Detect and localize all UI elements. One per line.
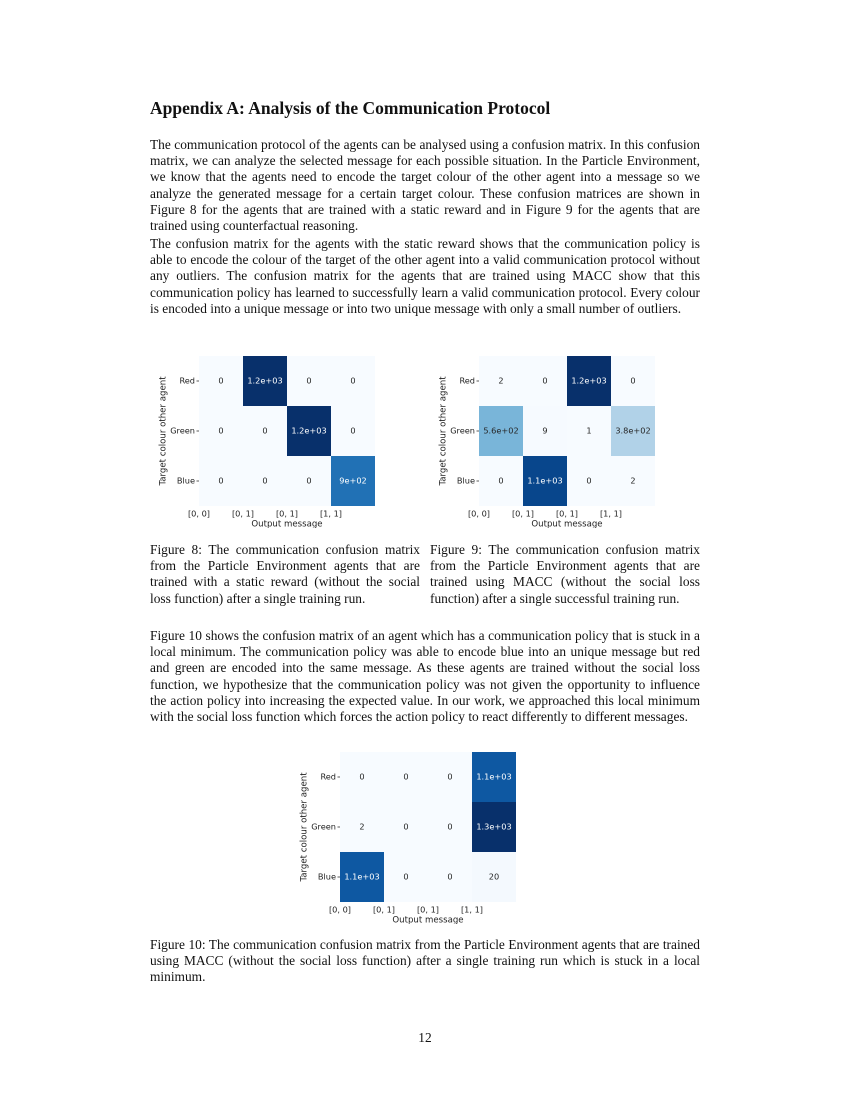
row-tick-label: Green	[450, 425, 475, 436]
page-number: 12	[418, 1030, 432, 1045]
cell-label: 2	[498, 375, 504, 386]
figure-10-caption: Figure 10: The communication confusion matrix from the Particle Environment agents that are trained using MACC (without the social loss function) after a single training run which is stuck in a local minimum.	[150, 937, 700, 985]
row-tick-label: Blue	[176, 475, 195, 486]
row-tick-label: Green	[311, 821, 336, 832]
x-axis-label: Output message	[392, 915, 464, 924]
column-tick-label: [0, 1]	[416, 904, 440, 915]
cell-label: 0	[447, 821, 453, 832]
column-tick-label: [1, 1]	[460, 904, 484, 915]
cell-label: 0	[359, 771, 365, 782]
cell-label: 2	[359, 821, 365, 832]
figure-9-caption: Figure 9: The communication confusion matrix from the Particle Environment agents that are trained using MACC (without the social loss function) after a single successful training run.	[430, 542, 700, 606]
cell-label: 2	[630, 475, 636, 486]
cell-label: 0	[350, 425, 356, 436]
cell-label: 1.1e+03	[527, 475, 563, 486]
row-tick-label: Blue	[317, 871, 336, 882]
row-tick-label: Red	[459, 375, 475, 386]
column-tick-label: [0, 1]	[275, 508, 299, 519]
cell-label: 1.2e+03	[291, 425, 327, 436]
cell-label: 0	[218, 475, 224, 486]
column-tick-label: [0, 0]	[187, 508, 211, 519]
cell-label: 0	[262, 425, 268, 436]
cell-label: 1.2e+03	[571, 375, 607, 386]
section-heading: Appendix A: Analysis of the Communication Protocol	[150, 98, 551, 118]
cell-label: 0	[403, 771, 409, 782]
cell-label: 1	[586, 425, 592, 436]
paragraph-2: The confusion matrix for the agents with the static reward shows that the communication policy is able to encode the colour of the target of the other agent into a valid communication protocol without any outliers. The confusion matrix for the agents that are trained using MACC show that this communication policy has learned to successfully learn a valid communication protocol. Every colour is encoded into a unique message or into two unique message with only a small number of outliers.	[150, 236, 700, 316]
cell-label: 0	[498, 475, 504, 486]
cell-label: 1.3e+03	[476, 821, 512, 832]
column-tick-label: [0, 1]	[231, 508, 255, 519]
column-tick-label: [1, 1]	[599, 508, 623, 519]
cell-label: 1.2e+03	[247, 375, 283, 386]
x-axis-label: Output message	[531, 519, 603, 528]
y-axis-label: Target colour other agent	[158, 376, 169, 486]
cell-label: 0	[218, 425, 224, 436]
paragraph-3: Figure 10 shows the confusion matrix of an agent which has a communication policy that is stuck in a local minimum. The communication policy was able to encode blue into an unique message but red and green are encoded into the same message. As these agents are trained without the social loss function, we hypothesize that the communication policy was not given the opportunity to influence the action policy into increasing the expected value. In our work, we approached this local minimum with the social loss function which forces the action policy to react differently to different messages.	[150, 628, 700, 725]
cell-label: 0	[350, 375, 356, 386]
cell-label: 1.1e+03	[476, 771, 512, 782]
x-axis-label: Output message	[251, 519, 323, 528]
cell-label: 0	[218, 375, 224, 386]
cell-label: 1.1e+03	[344, 871, 380, 882]
y-axis-label: Target colour other agent	[299, 772, 310, 882]
cell-label: 0	[262, 475, 268, 486]
cell-label: 0	[447, 871, 453, 882]
row-tick-label: Green	[170, 425, 195, 436]
column-tick-label: [0, 1]	[372, 904, 396, 915]
column-tick-label: [0, 0]	[467, 508, 491, 519]
cell-label: 0	[306, 475, 312, 486]
cell-label: 0	[630, 375, 636, 386]
cell-label: 0	[403, 871, 409, 882]
cell-label: 9e+02	[339, 475, 367, 486]
paragraph-1: The communication protocol of the agents can be analysed using a confusion matrix. In this confusion matrix, we can analyze the selected message for each possible situation. In the Particle Environment, we know that the agents need to encode the target colour of the other agent into a message so we analyze the generated message for a certain target colour. These confusion matrices are shown in Figure 8 for the agents that are trained with a static reward and in Figure 9 for the agents that are trained using counterfactual reasoning.	[150, 137, 700, 234]
row-tick-label: Red	[179, 375, 195, 386]
cell-label: 20	[488, 871, 500, 882]
column-tick-label: [0, 1]	[511, 508, 535, 519]
column-tick-label: [1, 1]	[319, 508, 343, 519]
cell-label: 5.6e+02	[483, 425, 519, 436]
cell-label: 0	[586, 475, 592, 486]
figure-9-heatmap	[432, 348, 702, 528]
cell-label: 0	[403, 821, 409, 832]
row-tick-label: Blue	[456, 475, 475, 486]
figure-8-caption: Figure 8: The communication confusion matrix from the Particle Environment agents that are trained with a static reward (without the social loss function) after a single training run.	[150, 542, 420, 606]
column-tick-label: [0, 1]	[555, 508, 579, 519]
cell-label: 0	[306, 375, 312, 386]
y-axis-label: Target colour other agent	[438, 376, 449, 486]
cell-label: 0	[447, 771, 453, 782]
cell-label: 0	[542, 375, 548, 386]
figure-8-heatmap	[152, 348, 422, 528]
cell-label: 9	[542, 425, 548, 436]
cell-label: 3.8e+02	[615, 425, 651, 436]
figure-10-heatmap	[293, 744, 563, 924]
row-tick-label: Red	[320, 771, 336, 782]
column-tick-label: [0, 0]	[328, 904, 352, 915]
